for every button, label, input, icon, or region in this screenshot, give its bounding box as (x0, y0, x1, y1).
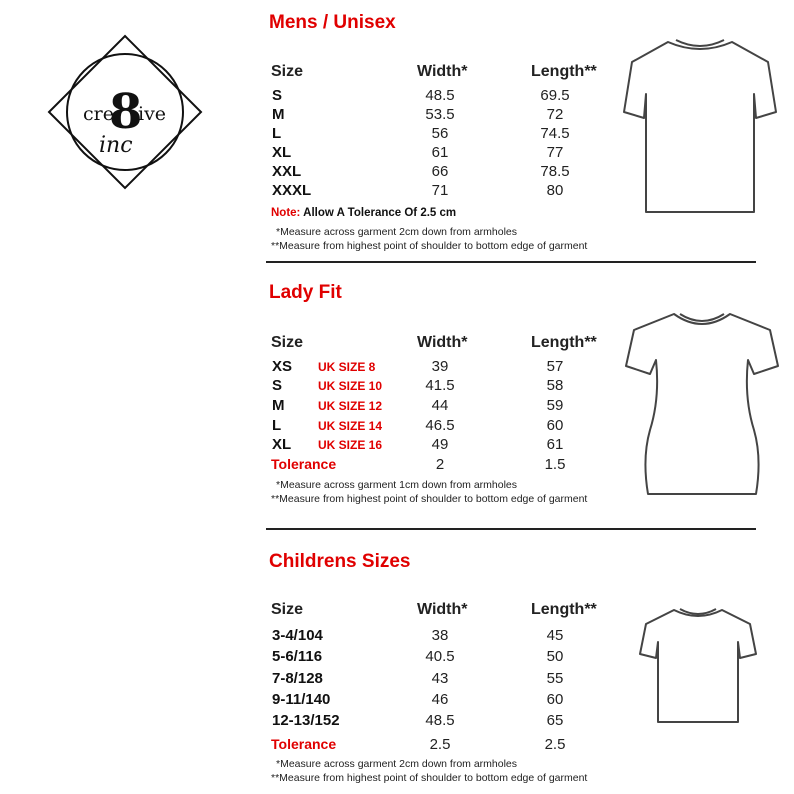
length-value: 60 (546, 417, 564, 434)
width-value: 38 (431, 627, 449, 644)
length-value: 74.5 (540, 125, 570, 142)
length-value: 80 (546, 182, 564, 199)
mens-note (271, 207, 456, 219)
size-label: M (272, 106, 285, 123)
uk-size-label: UK SIZE 14 (318, 419, 383, 433)
length-value: 77 (546, 144, 564, 161)
uk-size-label: UK SIZE 16 (318, 438, 383, 452)
size-label: S (272, 87, 283, 104)
size-label: XXXL (272, 182, 312, 199)
lady-header-length: Length** (531, 334, 597, 351)
width-value: 46.5 (425, 417, 455, 434)
size-label: XS (272, 358, 293, 375)
logo-text-ive: ive (138, 103, 167, 125)
lady-title: Lady Fit (269, 282, 342, 303)
lady-header-width: Width* (417, 334, 468, 351)
width-value: 71 (431, 182, 449, 199)
width-value: 49 (431, 436, 449, 453)
section-divider (266, 528, 756, 530)
logo-digit: 8 (109, 84, 143, 140)
kids-title: Childrens Sizes (269, 551, 411, 572)
size-label: XXL (272, 163, 302, 180)
width-value: 53.5 (425, 106, 455, 123)
uk-size-label: UK SIZE 12 (318, 399, 383, 413)
length-value: 58 (546, 377, 564, 394)
kids-fine-length: **Measure from highest point of shoulder to bottom edge of garment (271, 772, 588, 784)
size-label: M (272, 397, 285, 414)
section-divider (266, 261, 756, 263)
width-value: 39 (431, 358, 449, 375)
kids-fine-width: *Measure across garment 2cm down from armholes (276, 758, 518, 770)
length-value: 55 (546, 670, 564, 687)
tshirt-outline-icon (620, 34, 780, 218)
width-value: 40.5 (425, 648, 455, 665)
size-label: 3-4/104 (272, 627, 323, 644)
kids-header-length: Length** (531, 601, 597, 618)
uk-size-label: UK SIZE 10 (318, 379, 383, 393)
width-value: 43 (431, 670, 449, 687)
mens-fine-width: *Measure across garment 2cm down from armholes (276, 226, 518, 238)
note-text: Allow A Tolerance Of 2.5 cm (303, 207, 457, 219)
kids-header-width: Width* (417, 601, 468, 618)
tolerance-label: Tolerance (271, 456, 337, 472)
ladies-tshirt-outline-icon (622, 308, 782, 498)
logo-text-cre: cre (83, 103, 114, 125)
size-label: 12-13/152 (272, 712, 340, 729)
kids-tshirt-outline-icon (636, 604, 760, 728)
size-label: L (272, 125, 282, 142)
size-label: XL (272, 144, 292, 161)
width-value: 48.5 (425, 712, 455, 729)
mens-header-length: Length** (531, 63, 597, 80)
width-value: 44 (431, 397, 449, 414)
length-value: 57 (546, 358, 564, 375)
length-value: 50 (546, 648, 564, 665)
size-label: 9-11/140 (272, 691, 331, 708)
width-value: 61 (431, 144, 449, 161)
length-value: 1.5 (544, 456, 566, 473)
length-value: 2.5 (544, 736, 566, 753)
length-value: 69.5 (540, 87, 570, 104)
mens-fine-length: **Measure from highest point of shoulder to bottom edge of garment (271, 240, 588, 252)
length-value: 60 (546, 691, 564, 708)
size-label: XL (272, 436, 292, 453)
mens-title: Mens / Unisex (269, 12, 396, 33)
width-value: 41.5 (425, 377, 455, 394)
mens-header-size: Size (271, 63, 304, 80)
length-value: 72 (546, 106, 564, 123)
width-value: 46 (431, 691, 449, 708)
width-value: 66 (431, 163, 449, 180)
width-value: 48.5 (425, 87, 455, 104)
note-label: Note: (271, 207, 301, 219)
size-label: 5-6/116 (272, 648, 323, 665)
uk-size-label: UK SIZE 8 (318, 360, 376, 374)
mens-header-width: Width* (417, 63, 468, 80)
length-value: 65 (546, 712, 564, 729)
width-value: 2.5 (429, 736, 451, 753)
lady-fine-width: *Measure across garment 1cm down from armholes (276, 479, 518, 491)
tolerance-label: Tolerance (271, 736, 337, 752)
size-label: L (272, 417, 282, 434)
size-label: S (272, 377, 283, 394)
lady-fine-length: **Measure from highest point of shoulder to bottom edge of garment (271, 493, 588, 505)
width-value: 56 (431, 125, 449, 142)
length-value: 59 (546, 397, 564, 414)
width-value: 2 (435, 456, 445, 473)
logo-text-inc: inc (99, 133, 133, 158)
length-value: 61 (546, 436, 564, 453)
kids-header-size: Size (271, 601, 304, 618)
size-label: 7-8/128 (272, 670, 323, 687)
length-value: 45 (546, 627, 564, 644)
length-value: 78.5 (540, 163, 570, 180)
table-row-tolerance (0, 736, 794, 755)
lady-header-size: Size (271, 334, 304, 351)
